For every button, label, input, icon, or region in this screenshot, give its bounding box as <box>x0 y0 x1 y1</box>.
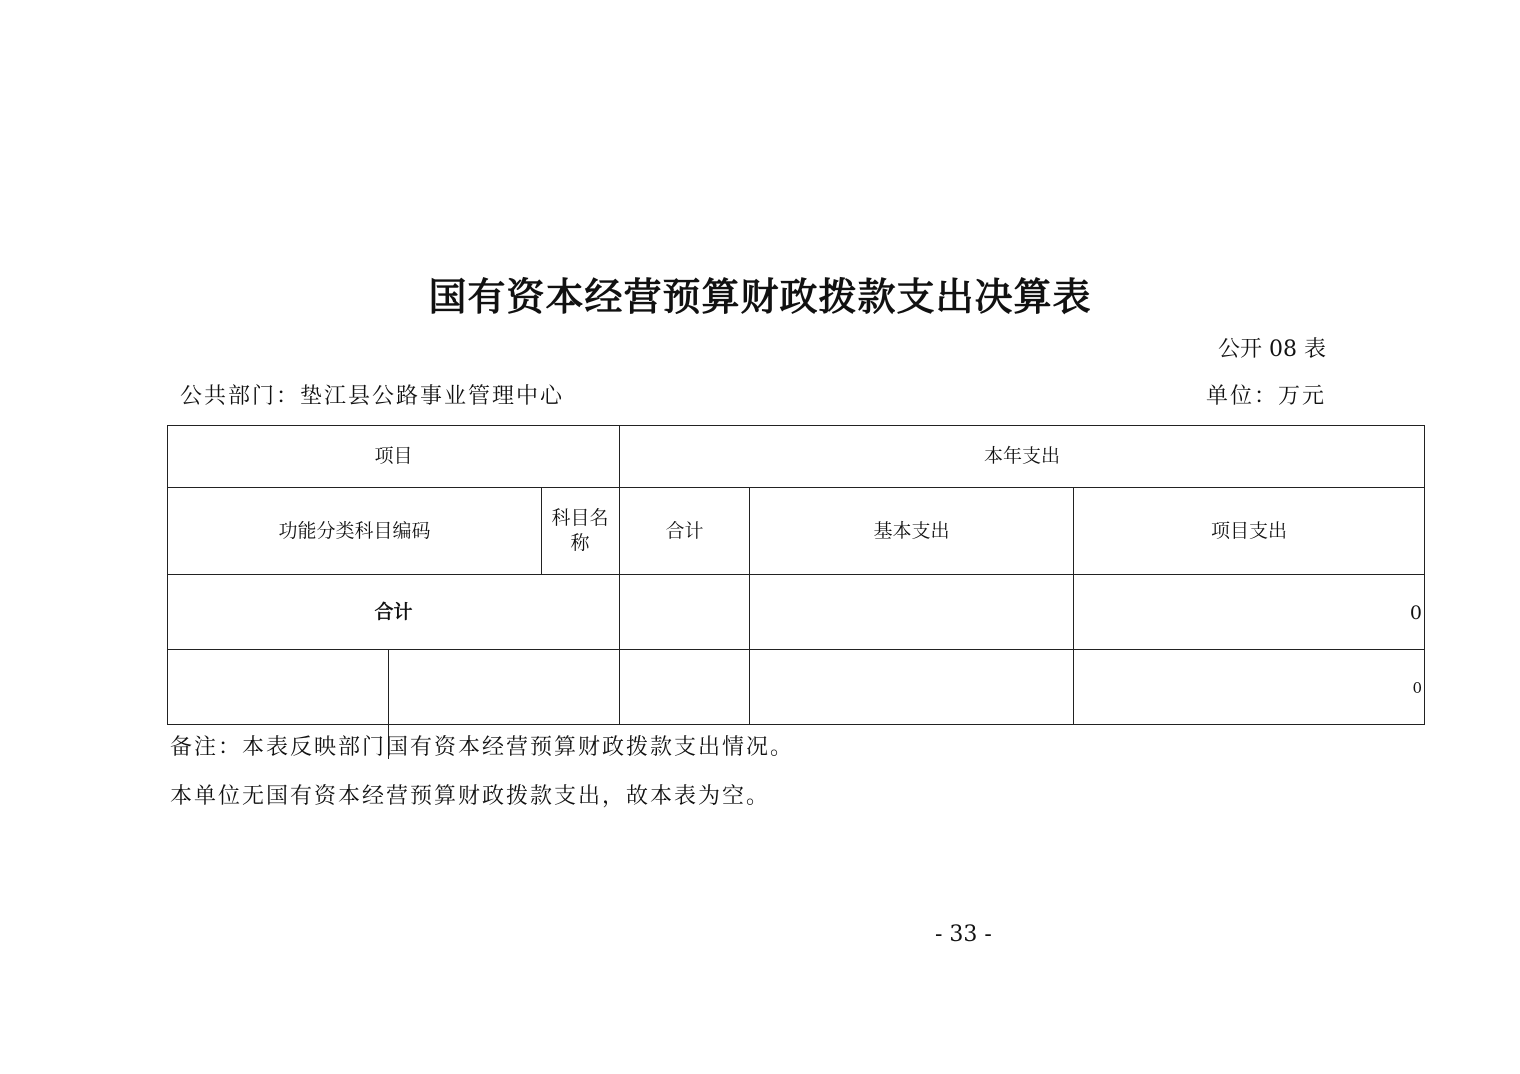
header-subject-name: 科目名称 <box>551 507 609 554</box>
header-total: 合计 <box>665 519 704 542</box>
table-rule <box>541 487 542 574</box>
total-row-project-expense: 0 <box>1409 602 1422 624</box>
row-total <box>620 650 749 724</box>
header-item: 项目 <box>374 445 413 467</box>
header-project-expense: 项目支出 <box>1210 519 1287 542</box>
department-label: 公共部门：垫江县公路事业管理中心 <box>180 384 565 409</box>
row-function-code <box>168 650 388 724</box>
row-subject-name <box>389 650 619 724</box>
total-row-total <box>620 575 749 649</box>
row-project-expense: 0 <box>1412 679 1422 697</box>
total-row-label: 合计 <box>374 600 413 623</box>
page-title: 国有资本经营预算财政拨款支出决算表 <box>428 274 1092 319</box>
remark-note: 备注：本表反映部门国有资本经营预算财政拨款支出情况。 <box>170 735 795 760</box>
empty-statement-note: 本单位无国有资本经营预算财政拨款支出，故本表为空。 <box>170 784 771 809</box>
header-function-code: 功能分类科目编码 <box>278 519 431 542</box>
page-number: - 33 - <box>935 922 992 947</box>
header-basic-expense: 基本支出 <box>873 519 950 542</box>
form-code: 公开 08 表 <box>1218 337 1326 362</box>
expense-table <box>167 425 1425 725</box>
total-row-basic-expense <box>750 575 1073 649</box>
row-basic-expense <box>750 650 1073 724</box>
unit-label: 单位：万元 <box>1206 384 1327 409</box>
header-current-year-expense: 本年支出 <box>983 445 1060 467</box>
